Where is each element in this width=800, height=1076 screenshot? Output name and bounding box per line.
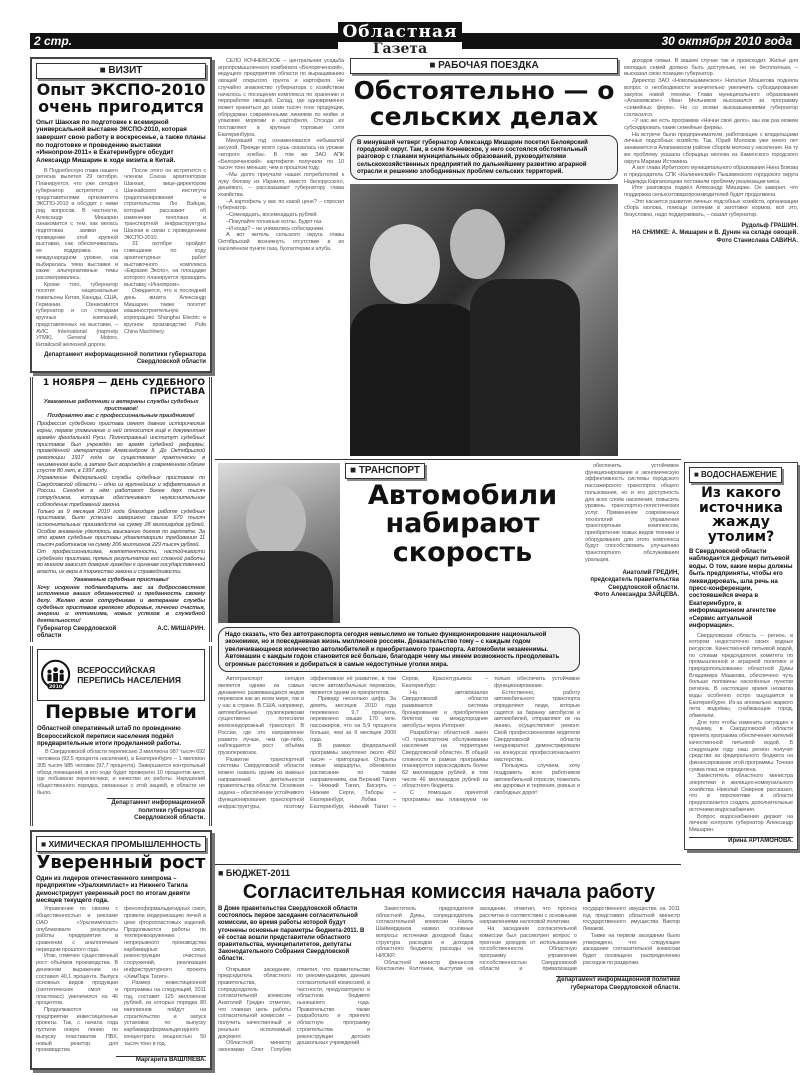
greeting-bailiffs: Уважаемые работники и ветераны службы судебных приставов! [43, 398, 199, 412]
caption-trip: НА СНИМКЕ: А. Мишарин и В. Дунин на складе овощей. [632, 230, 798, 237]
transport-credits [585, 570, 679, 600]
headline-census: Первые итоги [45, 701, 197, 724]
photo-trip-governor-warehouse [350, 184, 618, 456]
headline-trip: Обстоятельно — о сельских делах [353, 76, 615, 132]
sig-role-transport: председатель правительства Свердловской области. [590, 577, 679, 591]
body-trip-left: СЕЛО КОЧНЕВСКОЕ – центральная усадьба агропромышленного комбината «Белореченский», ведущего предприятия области по выращиванию овощей открытого грунта и картофеля. Не случайно знакомство губернатора с хозяйством началось с посещения комплекса по хранению и переработке овощей. Склад, где одновременно может храниться до семи тысяч тонн продукции, оборудован современными линиями по мойке и упаковке моркови и картофеля. Отсюда их поставляют в крупные торговые сети Екатеринбурга. Минувший год ознаменовался небывалой засухой. Прежде всего сушь сказалась на урожае «второго хлеба». В том же ЗАО АПК «Белореченский» картофеля получили по 10 тысяч тонн меньше, чем в прошлом году. –Мы долго приучали наших потребителей к луку белому из Израиля, вместо белорусского, дешёвого, – рассказывает губернатору глава хозяйства. –А картофель у вас по какой цене? – спросил губернатор. –Семнадцать, восемнадцать рублей. –Покупайте головные котлы. Будет газ. –И когда? – не унимались собеседники. А вот житель сельского округа главы Октябрьский возникнуть отсутствие в их населённом пункте газа, бухгалтерии и клуба. [218, 58, 344, 252]
census-logo-text: ВСЕРОССИЙСКАЯ ПЕРЕПИСЬ НАСЕЛЕНИЯ [77, 664, 181, 686]
census-logo [37, 649, 205, 701]
article-chemical [30, 830, 212, 1071]
lead-census: Областной оперативный штаб по проведению Всероссийской переписи населения подвёл предварительные итоги проделанной работы. [37, 725, 182, 747]
body-chemical: Управление по связям с общественностью и рекламе ОАО «Уралхимпласт» опубликовало результаты работы предприятия в сравнении с аналогичным периодом прошлого года. Итак, отмечен существенный рост объёмов производства. В денежном выражении он составил 40,1 процента. Выпуск основных видов продукции (синтетических смол и пластмасс) увеличился на 46 процентов. Продолжаются на предприятии инвестиционные проекты. Так, с начала года пустили новую линию по выпуску пластикатов ПВХ, новый реактор для производства фенолоформальдегидных смол, провели модернизацию печей в цехе фторопластовых изделий. Продолжаются работы по техперевооружению непрерывного производства карбамидных смол, реконструкции очистных сооружений, реализация инфраструктурного проекта «ХимПарк Тагил». Размер инвестиционной программы на следующий, 2011 год, составит 125 миллионов рублей, из которых порядка 80 миллионов пойдут на строительство и запуск установки по выпуску карбамидоформальдегидного концентрата мощностью 50 тысяч тонн в год. [36, 906, 206, 1054]
masthead-line1: Областная [338, 22, 462, 42]
trip-right-column [624, 58, 798, 245]
headline-budget: Согласительная комиссия начала работу [242, 881, 656, 903]
census-logo-year: 2010 [49, 685, 63, 691]
headline-visit: Опыт ЭКСПО-2010 очень пригодится [36, 80, 206, 116]
rubric-chemical: ■ ХИМИЧЕСКАЯ ПРОМЫШЛЕННОСТЬ [36, 836, 206, 852]
headline-water: Из какого источника жажду утолим? [699, 485, 783, 546]
sig-role-bailiffs: Губернатор Свердловской области [37, 625, 117, 639]
masthead-logo [338, 22, 462, 62]
lead-trip: В минувший четверг губернатор Александр Мишарин посетил Белоярский городской округ. Там, в селе Кочневское, у него состоялся обстоятельный разговор с главами муниципальных образований, руководителями сельскохозяйственных предприятий по дальнейшему развитию аграрной отрасли и решению злободневных проблем сельских территорий. [350, 135, 618, 180]
headline-chemical: Уверенный рост [36, 851, 206, 873]
body-census: В Свердловской области переписано 3 миллиона 987 тысяч 692 человека (92,5 процента населения), в Екатеринбурге – 1 миллион 305 тысяч 985 человек (97,7 процента). Завершается контрольный обход помещений, в его ходе будет проверено 10 процентов мест, где побывали переписчики, и качество их работы. Нарушений общественного порядка, связанных с этой акцией, в области не было. [37, 749, 205, 796]
photo-credit-trip: Фото Станислава САВИНА. [716, 237, 798, 244]
author-water: Ирина АРТАМОНОВА. [689, 837, 793, 846]
lead-transport: Надо сказать, что без автотранспорта сегодня немыслимо не только функционирование национальной экономики, но и повседневная жизнь миллионов россиян. Доказательство тому – с каждым годом увеличивающееся количество автолюбителей и приобретаемого транспорта. Автомобили незаменимы. Автомашин с каждым годом становится всё больше, благодаря чему мы имеем возможность преодолевать огромные расстояния и добираться в самые недоступные уголки мира. [218, 627, 580, 672]
rubric-water: ■ ВОДОСНАБЖЕНИЕ [689, 467, 782, 483]
rubric-budget: ■ БЮДЖЕТ-2011 [218, 868, 291, 878]
article-bailiffs [30, 377, 212, 642]
article-water [684, 462, 798, 850]
rubric-transport: ■ ТРАНСПОРТ [345, 463, 425, 479]
body-water: Свердловская область – регион, в котором недостаточно своих водных ресурсов. Качественной питьевой водой, по словам председателя комитета по промышленной и аграрной политике и природопользованию областной Думы Владимира Машкова, обеспечено чуть больше половины населённых пунктов региона. В настоящее время нехватка воды особенно остро ощущается в Екатеринбурге. Из-за аномально жаркого лета водоёмы, снабжающие город, обмелели. Для того чтобы изменить ситуацию к лучшему, в Свердловской области принята программа обеспечения жителей качественной питьевой водой. В следующем году наш регион получит средства из федерального бюджета на финансирование этой программы. Точная сумма пока не определена. Заместитель областного министра энергетики и жилищно-коммунального хозяйства Николай Смирнов рассказал, что в перспективе в области предполагается создать дополнительные источники водоснабжения. Вопрос водоснабжения держит на личном контроле губернатор Александр Мишарин. [689, 632, 793, 833]
body-transport: Автотранспорт сегодня является одним из самых динамично развивающихся видов перевозок как во всем мире, так и у нас в стране. В США, например, автомобильные грузоперевозки существенно потеснили железнодорожный транспорт. В России, где это направление развито лучше, чем где-либо, наблюдается рост объёма грузоперевозок. Развитие транспортной системы Свердловской области можно назвать одним из важных направлений деятельности правительства области. Основная задача – обеспечение устойчивого функционирования транспортной инфраструктуры, поэтому эффективное её развитие, в том числе автомобильных перевозок, является одним из приоритетов. Приведу несколько цифр. За девять месяцев 2010 года перевезено 9,7 процента, перевезено свыше 170 млн. пассажиров, что на 5,9 процента больше, чем за 9 месяцев 2009 года. В рамках федеральной программы закуплено около 450 тысяч – пригородных. Открыты новые маршруты, обновлено расписание по таким направлениям, как Верхний Тагил – Нижний Тагил, Бисерть – Нижние Серги, Таборы – Екатеринбург, Лобва – Екатеринбург, Нижний Тагил – Серов, Краснотурьинск – Екатеринбург. На автовокзалах Свердловской области развивается система бронирования и приобретения билетов на междугородние автобусы через Интернет. Разработан областной закон «О транспортном обслуживании населения на территории Свердловской области». В общей сложности в рамках программы планируется израсходовать более 62 миллиардов рублей, в том числе 46 миллиардов рублей из областного бюджета. С помощью принятой программы мы планируем не только обеспечить устойчивое функционирование. Естественно, работу автомобильного транспорта определяют люди, которые садятся за баранку автобусов и автомобилей, отправляют их на линию, осуществляют ремонт. Свой профессионализм водители Свердловской области неоднократно демонстрировали на конкурсах профессионального мастерства. Пользуясь случаем, хочу поздравить всех работников автомобильной отрасли, пожелать им здоровья и терпения, ровных и свободных дорог! [218, 676, 580, 810]
signature-census: Департамент информационной политики губернатора Свердловской области. [107, 798, 205, 823]
left-column [30, 57, 212, 1070]
page-number: 2 стр. [34, 34, 73, 48]
side-transport: обеспечить устойчивое функционирование и экономическую эффективность системы городского пассажирского транспорта общего пользования, но и его доступность для всех слоёв населения, повысить уровень транспортно-логистических услуг. Применение современных технологий управления транспортным комплексом, приобретение новых видов техники и оборудования для этого комплекса будут способствовать улучшению транспортного обслуживания уральцев. [585, 463, 679, 563]
body-bailiffs: Профессия судебного пристава имеет давние исторические корни, первое упоминание о ней относится ещё к документам времён феодальной Руси. Полноправный институт судебных приставов был учреждён во время судебной реформы, проведённой императором Александром II. До Октябрьской революции 1917 года он существовал практически в неизменном виде, а затем был возрождён в современном облике спустя 80 лет, в 1997 году. Управление Федеральной службы судебных приставов по Свердловской области – одно из крупнейших и эффективных в России. Сегодня в нём работают более двух тысяч сотрудников, которые обеспечивают неукоснительное соблюдение требований закона. Только за 9 месяцев 2010 года благодаря работе судебных приставов, было успешно завершено свыше 670 тысяч исполнительных производств на сумму 28 миллиардов рублей. Особое внимание уделялось взысканию долгов по зарплате. За это время судебные приставы удовлетворили требования 11 тысяч работников на сумму 206 миллионов 229 тысяч рублей. От профессионализма, компетентности, настойчивости судебного пристава, прямых результатов его сложной работы во многом зависит доверие граждан к органам государственной власти, их вера в торжество закона и справедливости. [37, 421, 205, 575]
lead-water: В Свердловской области наблюдается дефицит питьевой воды. О том, какие меры должны быть предприняты, чтобы его ликвидировать, шла речь на пресс-конференции, состоявшейся вчера в Екатеринбурге, в информационном агентстве «Сервис актуальной информации». [689, 547, 793, 630]
sig-name-transport: Анатолий ГРЕДИН, [622, 569, 679, 576]
lead-chemical: Один из лидеров отечественного химпрома – предприятие «Уралхимпласт» из Нижнего Тагила демонстрирует уверенный рост по итогам девяти месяцев текущего года. [36, 874, 190, 905]
article-budget [218, 867, 680, 1054]
photo-transport-author [218, 463, 340, 623]
sig-name-bailiffs: А.С. МИШАРИН. [157, 625, 205, 632]
author-chemical: Маргарита ВАШЛЯЕВА. [116, 1056, 206, 1065]
masthead-line2: Газета [372, 41, 428, 57]
body-visit: В Поднебесную глава нашего региона вылетел 29 октября. Планируется, что уже сегодня губернатор встретится с представителями оргкомитета ЭКСПО-2010 и обсудит с ними ряд вопросов. В частности, Александр Мишарин ознакомится с тем, как велась подготовка заявки на проведение этой крупной выставки, как обеспечивалась ее поддержка на международном уровне, как выбиралась тема выставки и какие альтернативные темы рассматривались. Кроме того, губернатор посетит национальные павильоны Китая, Канады, США, Германии. Ознакомится губернатор и со стендами крупных компаний, представленных на выставке, – AVIC International (партнёр УГМК), General Motors, Китайской железной дороги. После этого он встретится с членом Союза архитекторов Шанхая, вице-директором Шанхайского института градопланирования и строительства Лю Вэйцзи, который расскажет об изменении генплана и транспортной инфраструктуры Шанхая в связи с проведением ЭКСПО-2010. 31 октября пройдёт совещание по коду архитектурных работ выставочного комплекса «Евразия Экспо», на площадке которого планируется проводить выставку «Иннопром». Ожидается, что в последний день визита Александр Мишарин также посетит машиностроительную корпорацию Shanghai Electric и крупное производство Pufa China Machinery. [36, 167, 206, 348]
closing-bailiffs: Хочу искренне поблагодарить вас за добросовестное исполнение ваших обязанностей и преданность своему делу. Желаю всем сотрудникам и ветеранам службы судебных приставов крепкого здоровья, личного счастья, энергии и оптимизма, новых успехов в служебной деятельности! [37, 584, 205, 625]
author-trip: Рудольф ГРАШИН. [741, 222, 798, 229]
article-visit [30, 57, 212, 373]
signature-visit: Департамент информационной политики губернатора Свердловской области [44, 351, 206, 366]
rubric-visit: ■ ВИЗИТ [36, 63, 206, 79]
article-census [30, 646, 212, 826]
issue-date: 30 октября 2010 года [661, 34, 792, 48]
body-budget-a: Открывая заседание, председатель областного правительства, сопредседатель согласительной комиссии Анатолий Гредин отметил, что главная цель работы согласительной комиссии – получить качественный и реально исполнимый документ. Областной министр экономики Олег Голубев отметил, что правительство по рекомендациям, данным согласительной комиссией, в частности, предусмотрело в областном бюджете нынешнего года. Правительство также разработало и приняло областную программу строительства и реконструкции детских дошкольных учреждений. [218, 966, 370, 1053]
headline-bailiffs: 1 НОЯБРЯ — ДЕНЬ СУДЕБНОГО ПРИСТАВА [43, 377, 205, 398]
lead-visit: Опыт Шанхая по подготовке к всемирной универсальной выставке ЭКСПО-2010, которая завершит свою работу в воскресенье, а также планы по подготовке и проведению выставки «Иннопром-2011» в Екатеринбурге обсудит Александр Мишарин в ходе визита в Китай. [36, 118, 206, 165]
headline-transport: Автомобили набирают скорость [367, 480, 558, 568]
photo-credit-transport: Фото Александра ЗАЙЦЕВА. [594, 592, 679, 599]
trip-credits [624, 223, 798, 246]
transport-side-column [585, 463, 679, 600]
body-budget-b: Заместитель председателя областной Думы, сопредседатель согласительной комиссии Наиль Шаймарданов назвал основные вопросы: источники доходной базы; структура расходов и доходов областного бюджета; расходы на НИОКР. Областной министр финансов Константин Колтонюк, выступая на заседании, отметил, что прогноз рассчитан в соответствии с основными направлениями налоговой политики. На заседании согласительной комиссии был рассмотрен вопрос о прогнозе доходов от использования госсобственности. Областную программу управления госсобственностью Свердловской области и приватизации государственного имущества на 2011 год представил областной министр государственного имущества Виктор Леваков. Также на первом заседании было утверждено, что следующее заседание согласительной комиссии будет посвящено распределению расходов по разделам. [376, 906, 680, 973]
rubric-trip: ■ РАБОЧАЯ ПОЕЗДКА [350, 58, 618, 74]
lead-budget: В Доме правительства Свердловской области состоялось первое заседание согласительной комиссии, во время работы которой будут уточнены основные параметры бюджета-2011. В её состав вошли представители областного правительства, муниципалитетов, депутаты Законодательного Собрания Свердловской области. [218, 906, 365, 963]
closing-greeting-bailiffs: Уважаемые судебные приставы! [73, 576, 169, 583]
article-transport [218, 463, 580, 810]
congrats-bailiffs: Поздравляю вас с профессиональным праздником! [47, 413, 195, 420]
body-trip-right: доходов семьи. В вашем случае так и происходит. Жильё для молодых семей должно быть доступным, но не бесплатным, – высказал свою позицию губернатор. Директор ЗАО «Новопышминское» Наталья Мошегова подняла вопрос о необходимости значительно увеличить субсидирование закупок новой техники. Глава муниципального образования «Алапаевское» Иван Мельников высказался за программу «семейных ферм». Не со всеми высказываниями губернатор согласился. –У нас же есть программа «Начни своё дело», мы как раз можем субсидировать такие семейные фермы. На встрече были предприниматели, работающие с владельцами личных подсобных хозяйств. Так, Юрий Молоков уже много лет занимается в Алапаевском районе сбором молока у населения. На ту же проблему указала сборщица молока из Каменского городского округа Мариам Истомина. А вот глава Ирбитского муниципального образования Нина Бокова и председатель СПК «Калининский» Пышминского городского округа Надежда Каргаполцева поставили проблему реализации мяса. Итог разговора подвёл Александр Мишарин. Он заверил, что поддержка сельхозтоваропроизводителей будет продолжена. –Это касается развития личных подсобных хозяйств, организации сбора молока, помощи селянам в заготовке кормов, всё это, безусловно, надо поддерживать, – сказал губернатор. [624, 58, 798, 219]
census-people-icon [40, 652, 71, 698]
signature-budget: Департамент информационной политики губернатора Свердловской области. [556, 977, 680, 991]
article-trip [350, 58, 618, 456]
